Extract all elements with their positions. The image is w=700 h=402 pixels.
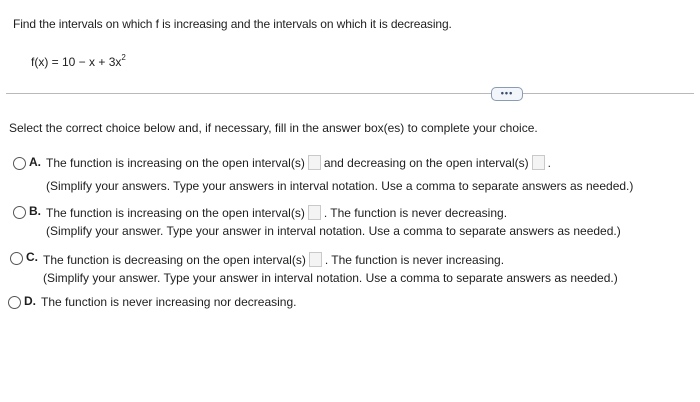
choice-c-note: (Simplify your answer. Type your answer in interval notation. Use a comma to separate answers as needed.) xyxy=(43,271,618,285)
question-prompt: Find the intervals on which f is increasing and the intervals on which it is decreasing. xyxy=(13,17,452,31)
choice-b-line xyxy=(46,205,507,220)
radio-choice-c[interactable] xyxy=(10,252,23,265)
choice-b-text-part2: . The function is never decreasing. xyxy=(323,205,508,220)
choice-a-text-end: . xyxy=(547,155,551,170)
choice-c-letter: C. xyxy=(26,250,38,264)
choice-c[interactable] xyxy=(0,250,700,292)
choice-b[interactable] xyxy=(0,203,700,245)
choice-a-text-part1: The function is increasing on the open interval(s) xyxy=(46,155,305,170)
choice-c-text-part1: The function is decreasing on the open interval(s) xyxy=(43,252,306,267)
choice-a-letter: A. xyxy=(29,155,41,169)
choice-a-note: (Simplify your answers. Type your answers in interval notation. Use a comma to separate answers as needed.) xyxy=(46,179,634,193)
choice-d[interactable] xyxy=(0,294,700,314)
answer-box-a-decreasing[interactable] xyxy=(532,155,545,170)
answer-box-c[interactable] xyxy=(309,252,322,267)
choice-b-letter: B. xyxy=(29,204,41,218)
equation-base: f(x) = 10 − x + 3x xyxy=(31,55,122,69)
radio-choice-d[interactable] xyxy=(8,296,21,309)
choice-a-line xyxy=(46,155,551,170)
section-divider xyxy=(6,93,694,94)
equation-exponent: 2 xyxy=(121,53,126,62)
choice-b-note: (Simplify your answer. Type your answer in interval notation. Use a comma to separate answers as needed.) xyxy=(46,224,621,238)
choice-a[interactable] xyxy=(0,153,700,195)
answer-box-b[interactable] xyxy=(308,205,321,220)
function-equation xyxy=(31,53,126,69)
instruction-text: Select the correct choice below and, if necessary, fill in the answer box(es) to complete your choice. xyxy=(9,121,538,135)
radio-choice-a[interactable] xyxy=(13,157,26,170)
choice-a-text-part2: and decreasing on the open interval(s) xyxy=(323,155,529,170)
choice-c-text-part2: . The function is never increasing. xyxy=(324,252,505,267)
answer-box-a-increasing[interactable] xyxy=(308,155,321,170)
radio-choice-b[interactable] xyxy=(13,206,26,219)
more-options-button[interactable]: ••• xyxy=(491,87,523,101)
choice-d-text: The function is never increasing nor decreasing. xyxy=(41,295,297,309)
choice-b-text-part1: The function is increasing on the open interval(s) xyxy=(46,205,305,220)
choice-d-letter: D. xyxy=(24,294,36,308)
choice-c-line xyxy=(43,252,504,267)
